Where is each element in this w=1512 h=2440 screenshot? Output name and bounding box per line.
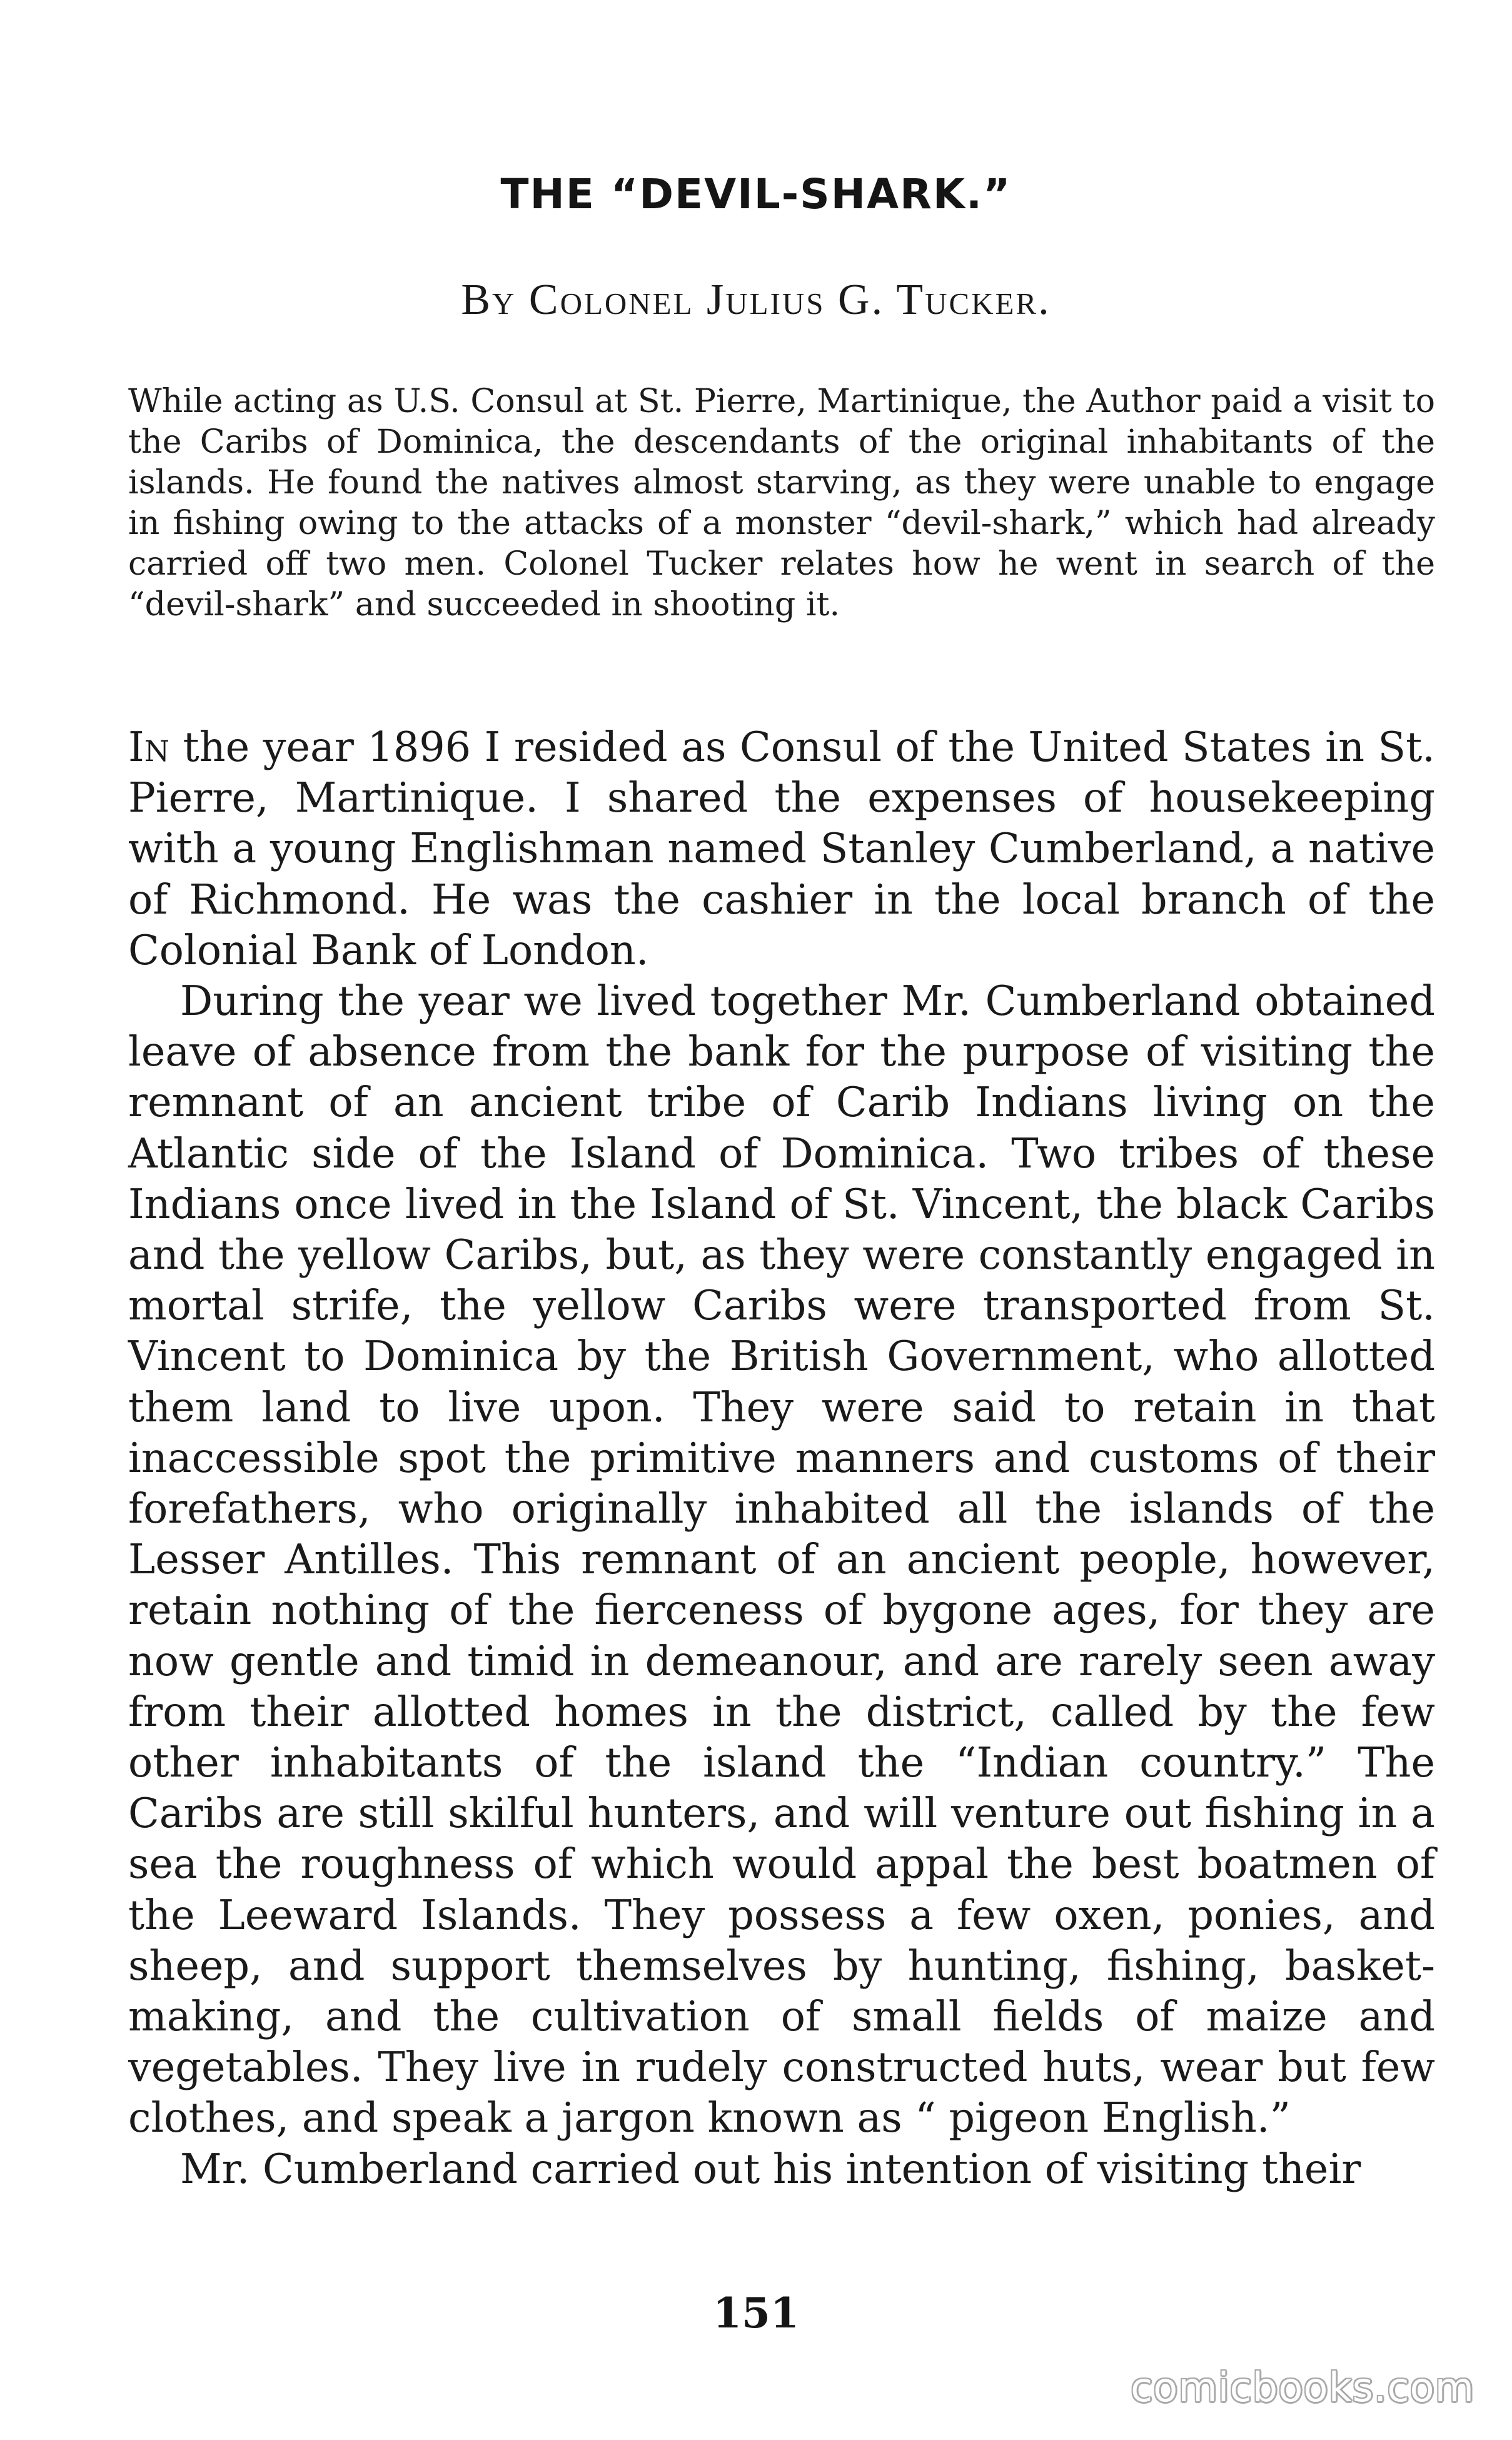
drop-lead-word: In xyxy=(128,724,169,771)
watermark-logo: comicbooks.com xyxy=(1130,2365,1474,2411)
paragraph: Mr. Cumberland carried out his intention of visiting their xyxy=(180,2145,1361,2193)
paragraph: During the year we lived together Mr. Cumberland obtained leave of absence from the bank for the purpose of visiting the remnant of an ancient tribe of Carib Indians living on the Atlantic side of the Island of Dominica. Two tribes of these Indians once lived in the Island of St. Vincent, the black Caribs and the yellow Caribs, but, as they were constantly engaged in mortal strife, the yellow Caribs were transported from St. Vincent to Dominica by the British Government, who allotted them land to live upon. They were said to retain in that inaccessible spot the primitive manners and customs of their forefathers, who originally inhabited all the islands of the Lesser Antilles. This remnant of an ancient people, however, retain nothing of the fierceness of bygone ages, for they are now gentle and timid in demeanour, and are rarely seen away from their allotted homes in the district, called by the few other inhabitants of the island the “Indian country.” The Caribs are still skilful hunters, and will venture out fishing in a sea the roughness of which would appal the best boatmen of the Leeward Islands. They possess a few oxen, ponies, and sheep, and support themselves by hunting, fishing, basket-making, and the cultivation of small fields of maize and vegetables. They live in rudely constructed huts, wear but few clothes, and speak a jargon known as “ pigeon English.” xyxy=(128,978,1435,2142)
article-body xyxy=(128,722,1435,2195)
paragraph xyxy=(128,722,1435,976)
article-title: THE “DEVIL-SHARK.” xyxy=(500,170,1012,218)
author-byline: By Colonel Julius G. Tucker. xyxy=(461,276,1051,324)
page-number: 151 xyxy=(713,2289,799,2337)
article-summary: While acting as U.S. Consul at St. Pierre, Martinique, the Author paid a visit to the Caribs of Dominica, the descendants of the original inhabitants of the islands. He found the natives almost starving, as they were unable to engage in fishing owing to the attacks of a monster “devil-shark,” which had already carried off two men. Colonel Tucker relates how he went in search of the “devil-shark” and succeeded in shooting it. xyxy=(128,383,1435,623)
paragraph-text: the year 1896 I resided as Consul of the United States in St. Pierre, Martinique. I shared the expenses of housekeeping with a young Englishman named Stanley Cumberland, a native of Richmond. He was the cashier in the local branch of the Colonial Bank of London. xyxy=(128,724,1435,974)
